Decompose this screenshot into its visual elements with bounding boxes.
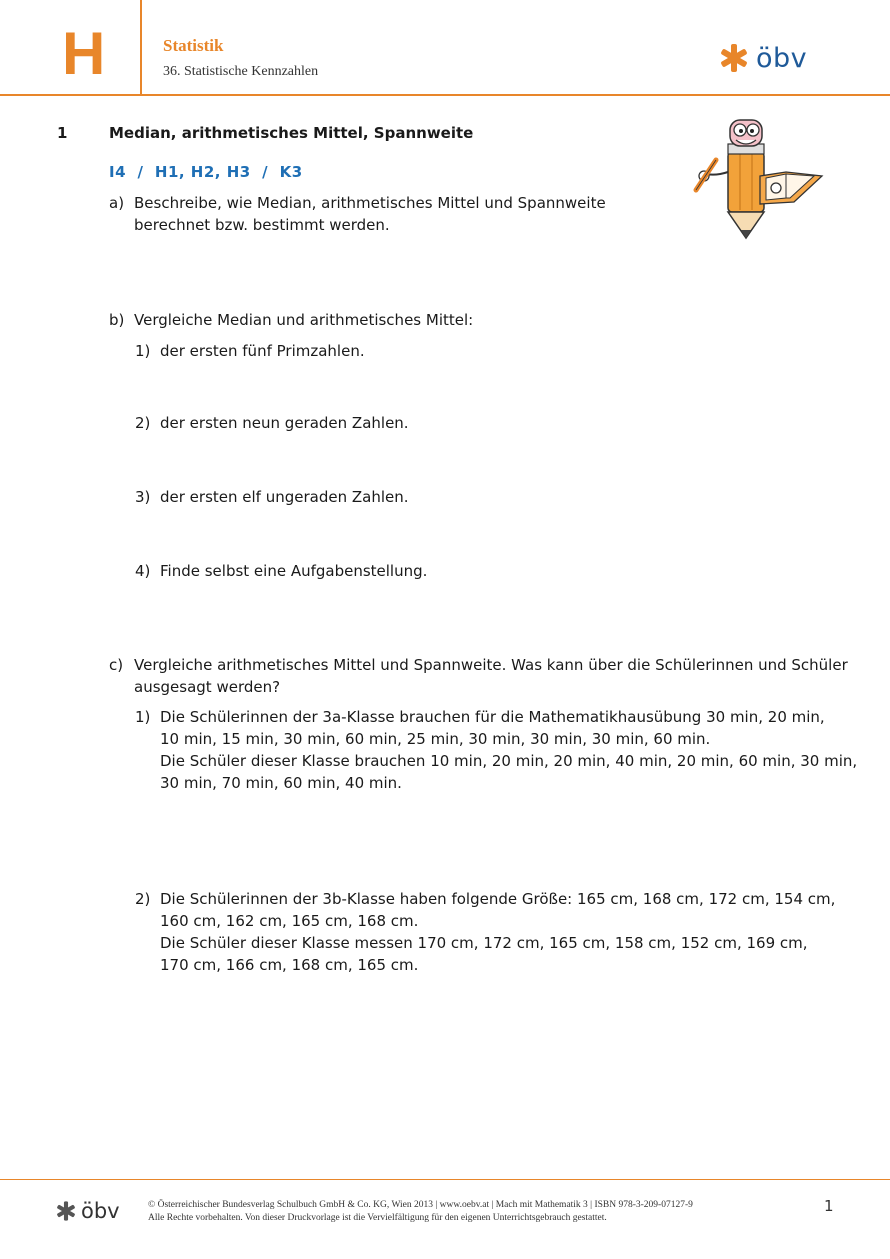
part-c-label: c) [109, 656, 124, 674]
part-c-item-line: 160 cm, 162 cm, 165 cm, 168 cm. [160, 912, 419, 930]
chapter-subtitle: 36. Statistische Kennzahlen [163, 64, 319, 79]
header-divider-vertical [140, 0, 142, 95]
star-logo-icon [55, 1200, 77, 1222]
part-c-text-line1: Vergleiche arithmetisches Mittel und Spannweite. Was kann über die Schülerinnen und Schüler [134, 656, 848, 674]
copyright-line: © Österreichischer Bundesverlag Schulbuch GmbH & Co. KG, Wien 2013 | www.oebv.at | Mach mit Mathematik 3 | ISBN 978-3-209-07127-9 [148, 1200, 693, 1210]
pencil-mascot-illustration [676, 114, 826, 244]
part-a-label: a) [109, 194, 125, 212]
footer-copyright [148, 1199, 693, 1225]
section-letter: H [62, 20, 106, 87]
part-b-item-text: der ersten fünf Primzahlen. [160, 342, 365, 360]
footer-logo-text: öbv [81, 1199, 120, 1223]
part-b-item-label: 1) [135, 342, 151, 360]
footer-logo [55, 1199, 120, 1223]
part-b-item-text: der ersten neun geraden Zahlen. [160, 414, 409, 432]
part-b-item-text: Finde selbst eine Aufgabenstellung. [160, 562, 428, 580]
part-b-label: b) [109, 311, 125, 329]
copyright-line: Alle Rechte vorbehalten. Von dieser Druckvorlage ist die Vervielfältigung für den eigenen Unterrichtsgebrauch gestattet. [148, 1213, 607, 1223]
competency-codes: I4 / H1, H2, H3 / K3 [109, 163, 303, 181]
part-c-item-label: 1) [135, 708, 151, 726]
part-c-item-line: Die Schüler dieser Klasse messen 170 cm, 172 cm, 165 cm, 158 cm, 152 cm, 169 cm, [160, 934, 808, 952]
part-b-item-text: der ersten elf ungeraden Zahlen. [160, 488, 409, 506]
part-c-item-line: Die Schülerinnen der 3b-Klasse haben folgende Größe: 165 cm, 168 cm, 172 cm, 154 cm, [160, 890, 836, 908]
header-divider-horizontal [0, 94, 890, 96]
part-a-text-line1: Beschreibe, wie Median, arithmetisches Mittel und Spannweite [134, 194, 606, 212]
task-title: Median, arithmetisches Mittel, Spannweite [109, 124, 474, 142]
part-c-item-line: 10 min, 15 min, 30 min, 60 min, 25 min, 30 min, 30 min, 30 min, 60 min. [160, 730, 711, 748]
part-b-text: Vergleiche Median und arithmetisches Mittel: [134, 311, 474, 329]
logo-text: öbv [756, 42, 808, 74]
part-c-item-line: Die Schülerinnen der 3a-Klasse brauchen für die Mathematikhausübung 30 min, 20 min, [160, 708, 825, 726]
part-c-item-label: 2) [135, 890, 151, 908]
part-c-item-line: 170 cm, 166 cm, 168 cm, 165 cm. [160, 956, 419, 974]
part-c-item-line: 30 min, 70 min, 60 min, 40 min. [160, 774, 402, 792]
publisher-logo [718, 38, 807, 78]
part-c-item-line: Die Schüler dieser Klasse brauchen 10 min, 20 min, 20 min, 40 min, 20 min, 60 min, 30 min, [160, 752, 858, 770]
part-b-item-label: 4) [135, 562, 151, 580]
task-number: 1 [57, 124, 68, 142]
part-a-text-line2: berechnet bzw. bestimmt werden. [134, 216, 390, 234]
chapter-title: Statistik [163, 36, 224, 55]
footer-divider [0, 1179, 890, 1180]
part-b-item-label: 2) [135, 414, 151, 432]
part-c-text-line2: ausgesagt werden? [134, 678, 281, 696]
part-b-item-label: 3) [135, 488, 151, 506]
star-logo-icon [718, 42, 750, 74]
page-number: 1 [824, 1197, 834, 1215]
